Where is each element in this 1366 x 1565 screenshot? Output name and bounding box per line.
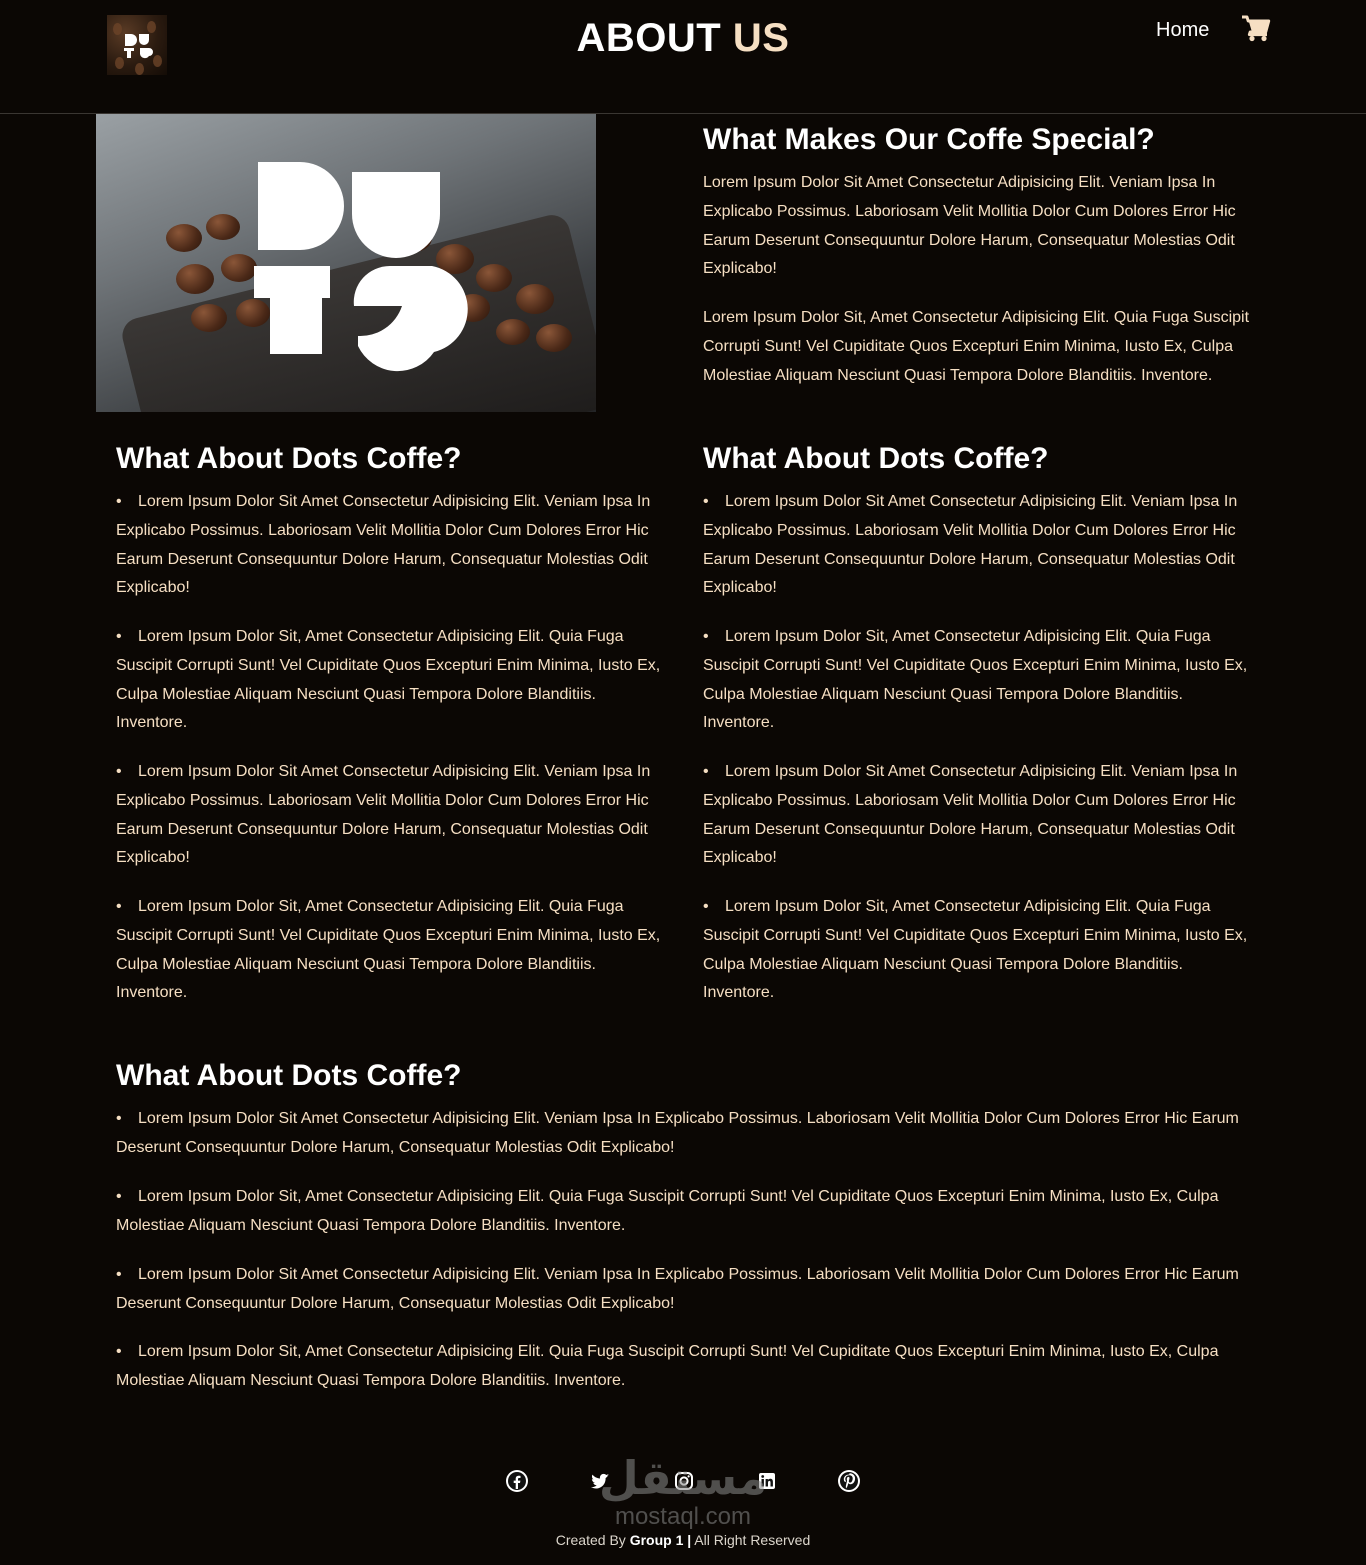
about-right-heading: What About Dots Coffe? (703, 442, 1049, 475)
list-item: • Lorem Ipsum Dolor Sit, Amet Consectetur Adipisicing Elit. Quia Fuga Suscipit Corrupti Sunt! Vel Cupiditate Quos Excepturi Enim Minima, Iusto Ex, Culpa Molestiae Aliquam Nesciunt Quasi Tempora Dolore Blanditiis. Inventore. (116, 1188, 1219, 1234)
footer-copyright (0, 1532, 1366, 1548)
list-item: • Lorem Ipsum Dolor Sit Amet Consectetur Adipisicing Elit. Veniam Ipsa In Explicabo Possimus. Laboriosam Velit Mollitia Dolor Cum Dolores Error Hic Earum Deserunt Consequuntur Dolore Harum, Consequatur Molestias Odit Explicabo! (116, 1266, 1239, 1312)
cart-icon[interactable] (1241, 14, 1271, 42)
list-item: • Lorem Ipsum Dolor Sit Amet Consectetur Adipisicing Elit. Veniam Ipsa In Explicabo Possimus. Laboriosam Velit Mollitia Dolor Cum Dolores Error Hic Earum Deserunt Consequuntur Dolore Harum, Consequatur Molestias Odit Explicabo! (116, 1110, 1239, 1156)
list-item: • Lorem Ipsum Dolor Sit, Amet Consectetur Adipisicing Elit. Quia Fuga Suscipit Corrupti Sunt! Vel Cupiditate Quos Excepturi Enim Minima, Iusto Ex, Culpa Molestiae Aliquam Nesciunt Quasi Tempora Dolore Blanditiis. Inventore. (703, 898, 1248, 1002)
watermark-latin: mostaql.com (614, 1503, 752, 1530)
pinterest-icon[interactable] (838, 1470, 860, 1492)
footer-separator: | (687, 1532, 692, 1548)
nav-home-link[interactable]: Home (1156, 19, 1210, 41)
about-left-heading: What About Dots Coffe? (116, 442, 462, 475)
list-item: • Lorem Ipsum Dolor Sit, Amet Consectetur Adipisicing Elit. Quia Fuga Suscipit Corrupti Sunt! Vel Cupiditate Quos Excepturi Enim Minima, Iusto Ex, Culpa Molestiae Aliquam Nesciunt Quasi Tempora Dolore Blanditiis. Inventore. (703, 628, 1248, 732)
page-title-accent: US (732, 16, 790, 60)
page-title-main: ABOUT (576, 16, 722, 60)
list-item: • Lorem Ipsum Dolor Sit Amet Consectetur Adipisicing Elit. Veniam Ipsa In Explicabo Possimus. Laboriosam Velit Mollitia Dolor Cum Dolores Error Hic Earum Deserunt Consequuntur Dolore Harum, Consequatur Molestias Odit Explicabo! (703, 493, 1238, 597)
footer-created-by: Created By (555, 1532, 626, 1548)
footer-group: Group 1 (629, 1532, 684, 1548)
watermark-arabic: مستقل (598, 1451, 768, 1505)
site-header (0, 0, 1366, 114)
footer-rights: All Right Reserved (694, 1532, 811, 1548)
about-full-heading: What About Dots Coffe? (116, 1059, 462, 1092)
list-item: • Lorem Ipsum Dolor Sit Amet Consectetur Adipisicing Elit. Veniam Ipsa In Explicabo Possimus. Laboriosam Velit Mollitia Dolor Cum Dolores Error Hic Earum Deserunt Consequuntur Dolore Harum, Consequatur Molestias Odit Explicabo! (116, 763, 651, 867)
facebook-icon[interactable] (506, 1470, 528, 1492)
list-item: • Lorem Ipsum Dolor Sit Amet Consectetur Adipisicing Elit. Veniam Ipsa In Explicabo Possimus. Laboriosam Velit Mollitia Dolor Cum Dolores Error Hic Earum Deserunt Consequuntur Dolore Harum, Consequatur Molestias Odit Explicabo! (703, 763, 1238, 867)
list-item: • Lorem Ipsum Dolor Sit, Amet Consectetur Adipisicing Elit. Quia Fuga Suscipit Corrupti Sunt! Vel Cupiditate Quos Excepturi Enim Minima, Iusto Ex, Culpa Molestiae Aliquam Nesciunt Quasi Tempora Dolore Blanditiis. Inventore. (116, 1343, 1219, 1389)
special-heading: What Makes Our Coffe Special? (703, 123, 1155, 156)
list-item: • Lorem Ipsum Dolor Sit, Amet Consectetur Adipisicing Elit. Quia Fuga Suscipit Corrupti Sunt! Vel Cupiditate Quos Excepturi Enim Minima, Iusto Ex, Culpa Molestiae Aliquam Nesciunt Quasi Tempora Dolore Blanditiis. Inventore. (116, 628, 661, 732)
dots-logo-large (96, 114, 596, 412)
mostaql-watermark (588, 1452, 778, 1538)
hero-image (96, 114, 596, 412)
list-item: • Lorem Ipsum Dolor Sit Amet Consectetur Adipisicing Elit. Veniam Ipsa In Explicabo Possimus. Laboriosam Velit Mollitia Dolor Cum Dolores Error Hic Earum Deserunt Consequuntur Dolore Harum, Consequatur Molestias Odit Explicabo! (116, 493, 651, 597)
list-item: • Lorem Ipsum Dolor Sit, Amet Consectetur Adipisicing Elit. Quia Fuga Suscipit Corrupti Sunt! Vel Cupiditate Quos Excepturi Enim Minima, Iusto Ex, Culpa Molestiae Aliquam Nesciunt Quasi Tempora Dolore Blanditiis. Inventore. (116, 898, 661, 1002)
special-paragraph-1: Lorem Ipsum Dolor Sit Amet Consectetur Adipisicing Elit. Veniam Ipsa In Explicabo Possimus. Laboriosam Velit Mollitia Dolor Cum Dolores Error Hic Earum Deserunt Consequuntur Dolore Harum, Consequatur Molestias Odit Explicabo! (703, 174, 1236, 278)
special-paragraph-2: Lorem Ipsum Dolor Sit, Amet Consectetur Adipisicing Elit. Quia Fuga Suscipit Corrupti Sunt! Vel Cupiditate Quos Excepturi Enim Minima, Iusto Ex, Culpa Molestiae Aliquam Nesciunt Quasi Tempora Dolore Blanditiis. Inventore. (703, 309, 1250, 384)
